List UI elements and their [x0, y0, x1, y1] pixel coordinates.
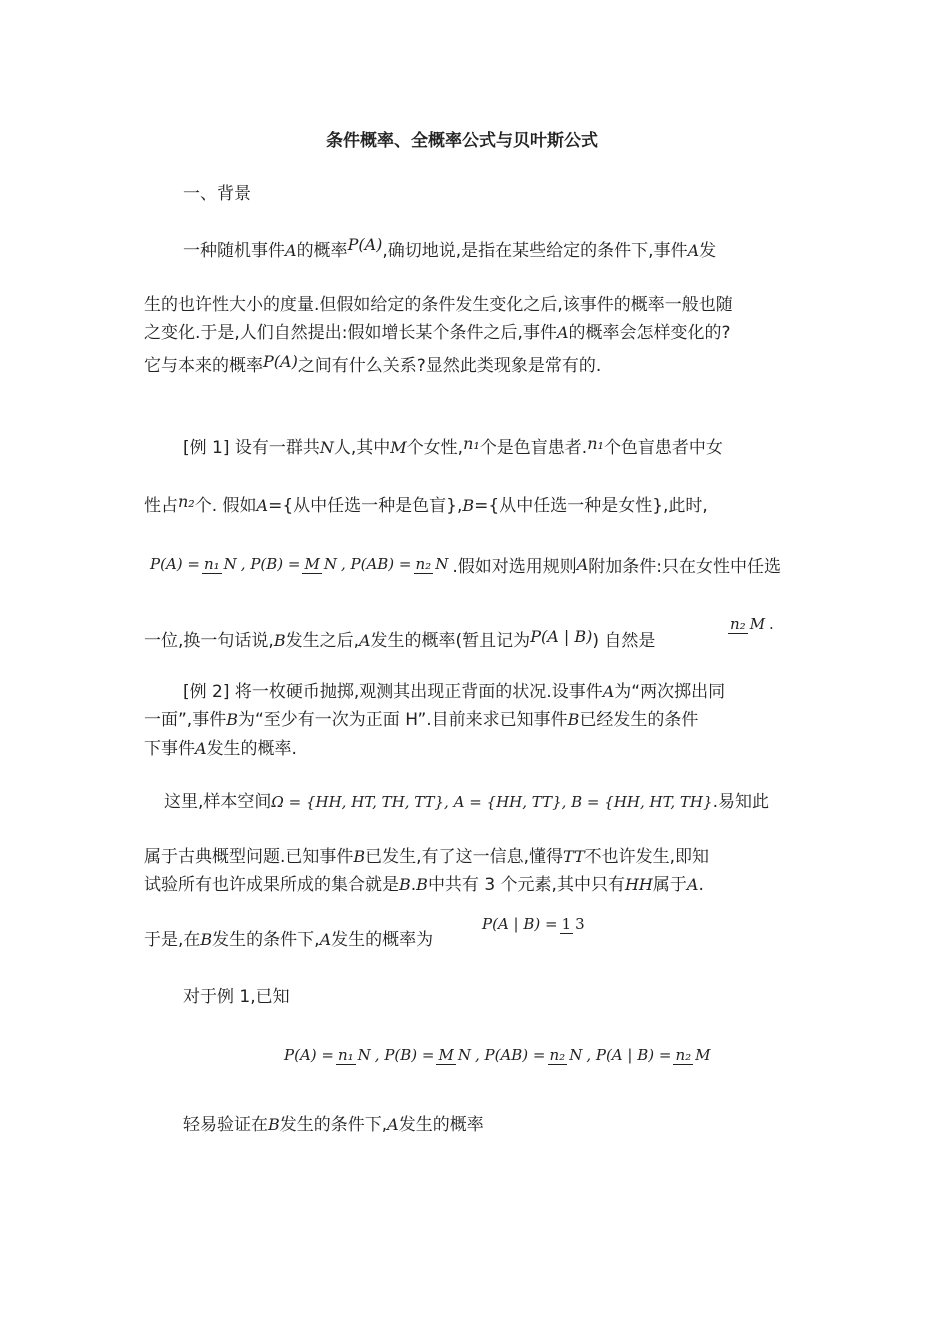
- paragraph-1-line-3: 之变化.于是,人们自然提出:假如增长某个条件之后,事件A的概率会怎样变化的?: [144, 323, 731, 343]
- sample-space-line: 这里,样本空间Ω = {HH, HT, TH, TT}, A = {HH, TT}, B = {HH, HT, TH}.易知此: [164, 792, 769, 812]
- example-2-line-1: [例 2] 将一枚硬币抛掷,观测其出现正背面的状况.设事件A为“两次掷出同: [183, 682, 726, 702]
- section-heading-background: 一、背景: [183, 184, 251, 204]
- example-2-line-3: 下事件A发生的概率.: [144, 739, 297, 759]
- fraction-M-over-N: M N: [304, 554, 337, 573]
- fraction-n2-over-M-inline: n₂ M .: [730, 614, 774, 633]
- paragraph-3-line-3: 于是,在B发生的条件下,A发生的概率为: [144, 930, 434, 950]
- example-1-summary-equation: P(A) = n₁ N , P(B) = M N , P(AB) = n₂ N , P(A | B) = n₂ M: [284, 1045, 711, 1064]
- paragraph-3-line-1: 属于古典概型问题.已知事件B已发生,有了这一信息,懂得TT不也许发生,即知: [144, 847, 710, 867]
- example-1-equation: P(A) = n₁ N , P(B) = M N , P(AB) = n₂ N .假如对选用规则 A 附加条件:只在女性中任选: [150, 554, 782, 577]
- example-1-line-4: 一位,换一句话说,B发生之后,A发生的概率(暂且记为P(A | B)) 自然是: [144, 627, 656, 651]
- example-1-line-1: [例 1] 设有一群共N人,其中M个女性,n₁个是色盲患者.n₁个色盲患者中女: [183, 434, 723, 458]
- paragraph-1-line-4: 它与本来的概率P(A)之间有什么关系?显然此类现象是常有的.: [144, 352, 602, 376]
- conditional-probability-result: P(A | B) = 1 3: [482, 914, 585, 933]
- fraction-n2-over-N: n₂ N: [415, 554, 449, 573]
- example-2-line-2: 一面”,事件B为“至少有一次为正面 H”.目前来求已知事件B已经发生的条件: [144, 710, 699, 730]
- example-1-line-2: 性占n₂个. 假如A={从中任选一种是色盲},B={从中任选一种是女性},此时,: [144, 492, 708, 516]
- paragraph-3-line-2: 试验所有也许成果所成的集合就是B.B中共有 3 个元素,其中只有HH属于A.: [144, 875, 704, 895]
- paragraph-1-line-2: 生的也许性大小的度量.但假如给定的条件发生变化之后,该事件的概率一般也随: [144, 295, 733, 315]
- paragraph-4: 对于例 1,已知: [183, 987, 290, 1007]
- document-title: 条件概率、全概率公式与贝叶斯公式: [326, 131, 598, 151]
- paragraph-1-line-1: 一种随机事件A的概率P(A),确切地说,是指在某些给定的条件下,事件A发: [183, 235, 717, 261]
- paragraph-5: 轻易验证在B发生的条件下,A发生的概率: [183, 1115, 484, 1135]
- fraction-n1-over-N: n₁ N: [203, 554, 237, 573]
